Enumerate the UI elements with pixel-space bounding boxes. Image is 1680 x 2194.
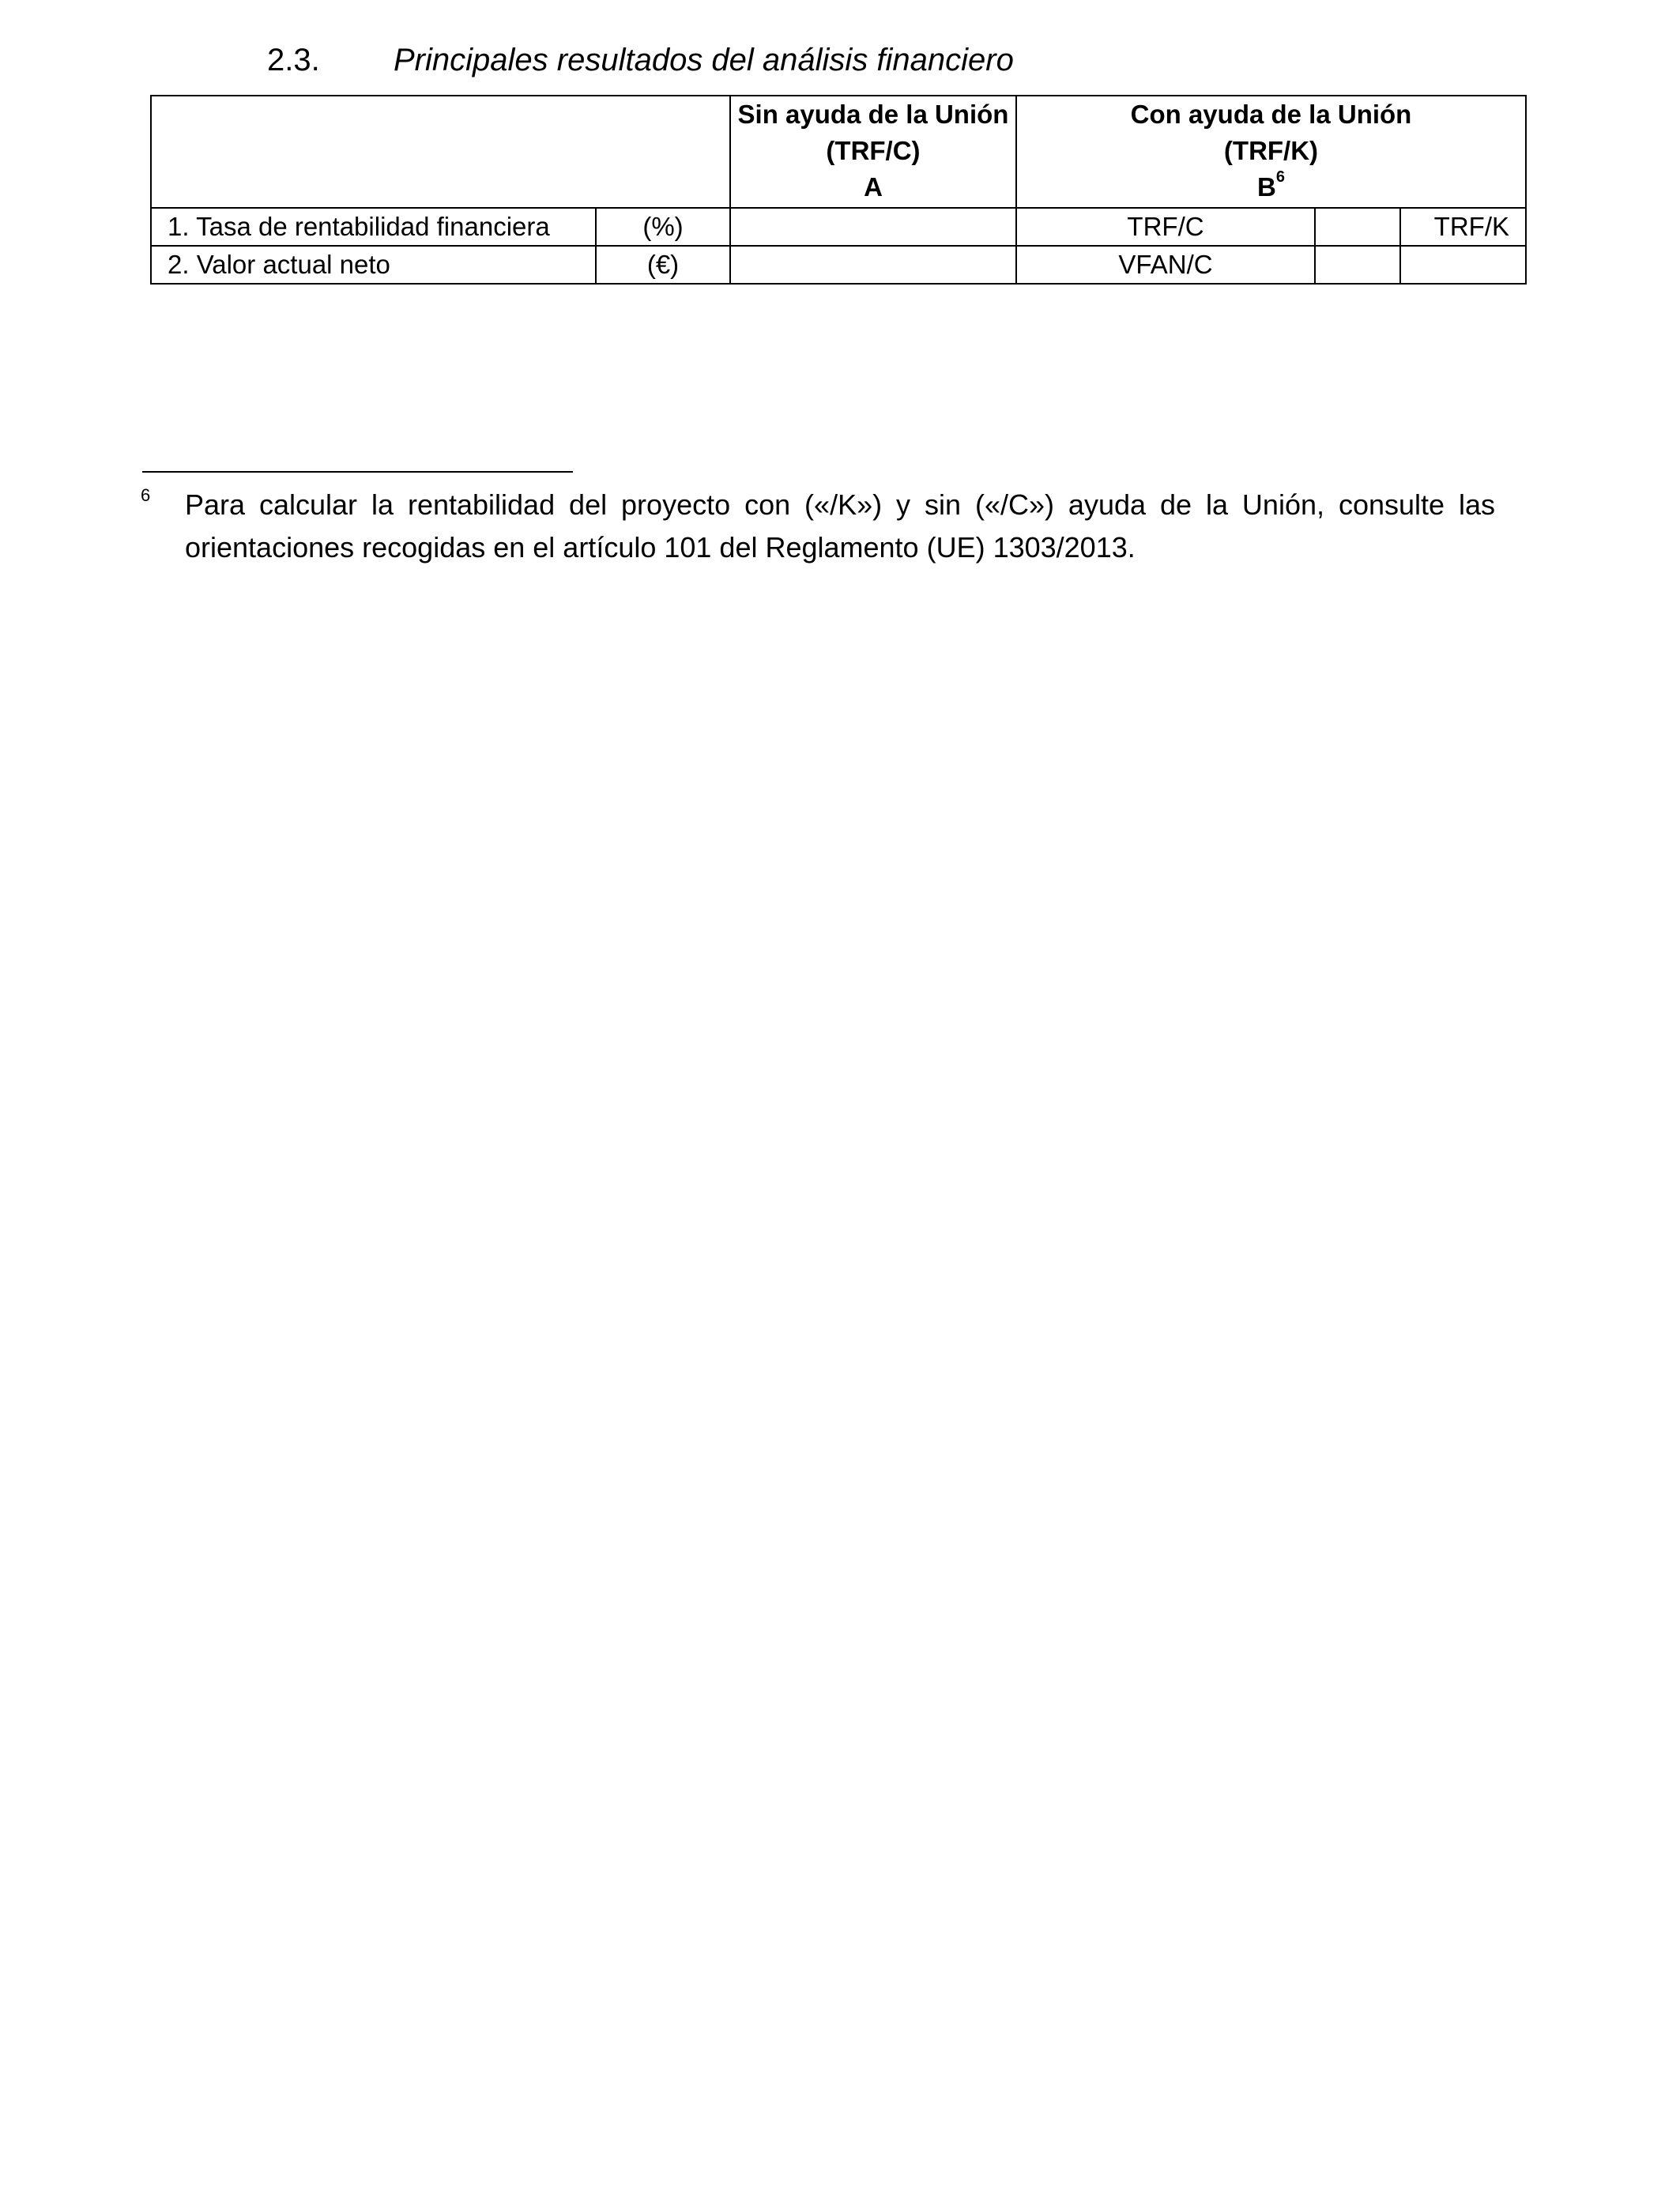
header-col-a-line2: (TRF/C) [826,136,921,165]
row-unit: (€) [596,246,730,284]
table-row [151,246,1526,284]
row-col-a [730,246,1016,284]
footnote [141,484,1495,569]
footnote-number: 6 [141,485,151,505]
header-col-b-line3-wrap [1022,169,1520,205]
row-col-b1: TRF/C [1016,208,1315,246]
header-col-a [730,96,1016,208]
row-label: 1. Tasa de rentabilidad financiera [151,208,596,246]
header-col-a-line3: A [864,172,883,202]
header-col-b-line3: B [1257,172,1276,202]
row-col-b3 [1400,246,1526,284]
header-col-b-line1: Con ayuda de la Unión [1130,100,1412,129]
header-col-a-line1: Sin ayuda de la Unión [737,100,1009,129]
table-row [151,208,1526,246]
section-number: 2.3. [267,43,320,77]
footnote-text: Para calcular la rentabilidad del proyecto con («/K») y sin («/C») ayuda de la Unión, consulte las orientaciones recogidas en el artículo 101 del Reglamento (UE) 1303/2013. [185,488,1495,564]
row-col-a [730,208,1016,246]
header-empty-cell [151,96,730,208]
footnote-separator [142,471,573,473]
header-col-b [1016,96,1526,208]
row-unit: (%) [596,208,730,246]
table-header-row [151,96,1526,208]
footnote-reference[interactable]: 6 [1275,168,1285,186]
financial-results-table [150,95,1527,285]
row-col-b1: VFAN/C [1016,246,1315,284]
row-col-b2 [1315,208,1400,246]
row-label: 2. Valor actual neto [151,246,596,284]
header-col-b-line2: (TRF/K) [1223,136,1319,165]
section-heading [267,38,1014,82]
row-col-b2 [1315,246,1400,284]
row-col-b3: TRF/K [1400,208,1526,246]
section-title: Principales resultados del análisis financiero [394,43,1014,77]
